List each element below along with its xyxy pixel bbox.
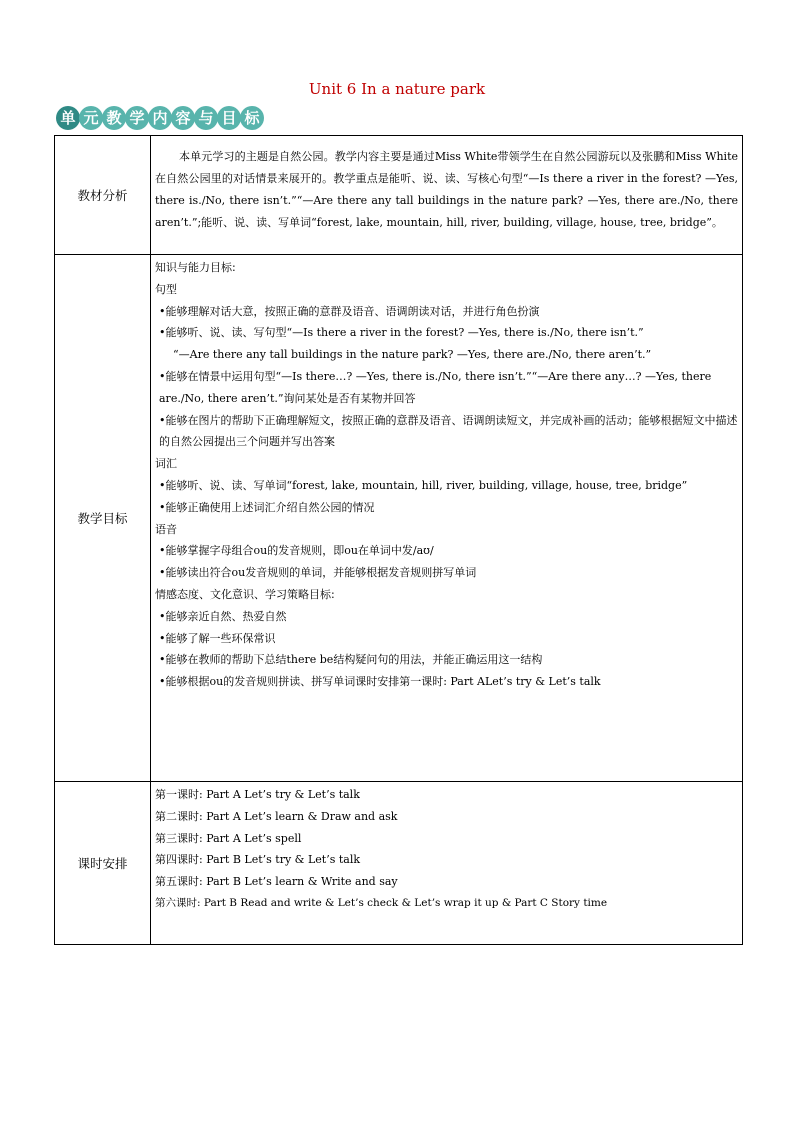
- unit-plan-table: [54, 135, 743, 945]
- banner-char: 与: [194, 106, 218, 130]
- row-label-goals: 教学目标: [55, 255, 151, 782]
- banner-char: 目: [217, 106, 241, 130]
- section-banner: [56, 104, 263, 132]
- section-sentence: 句型: [155, 282, 177, 296]
- attitude-heading: 情感态度、文化意识、学习策略目标:: [155, 587, 335, 601]
- list-item: •能够掌握字母组合ou的发音规则，即ou在单词中发/aʊ/: [159, 544, 434, 558]
- list-item: •能够在图片的帮助下正确理解短文，按照正确的意群及语音、语调朗读短文，并完成补画的活动；能够根据短文中描述的自然公园提出三个问题并写出答案: [159, 413, 738, 449]
- list-item: 第四课时: Part B Let’s try & Let’s talk: [155, 853, 361, 867]
- list-item: 第六课时: Part B Read and write & Let’s check & Let’s wrap it up & Part C Story time: [155, 896, 608, 909]
- goals-heading: 知识与能力目标:: [155, 261, 236, 274]
- list-item: 第一课时: Part A Let’s try & Let’s talk: [155, 788, 360, 801]
- banner-char: 内: [148, 106, 172, 130]
- list-item: •能够了解一些环保常识: [159, 631, 276, 645]
- table-row: [55, 255, 743, 782]
- page-title: Unit 6 In a nature park: [308, 80, 486, 98]
- analysis-cell: [151, 136, 743, 255]
- banner-char: 教: [102, 106, 126, 130]
- banner-char: 标: [240, 106, 264, 130]
- banner-char: 学: [125, 106, 149, 130]
- banner-char: 单: [56, 106, 80, 130]
- goals-cell: [151, 255, 743, 782]
- table-row: [55, 136, 743, 255]
- section-phonics: 语音: [155, 522, 177, 536]
- list-item: •能够听、说、读、写句型“—Is there a river in the forest? —Yes, there is./No, there isn’t.”: [159, 326, 644, 340]
- list-item: •能够正确使用上述词汇介绍自然公园的情况: [159, 500, 375, 514]
- analysis-text: 本单元学习的主题是自然公园。教学内容主要是通过Miss White带领学生在自然公园游玩以及张鹏和Miss White在自然公园里的对话情景来展开的。教学重点是能听、说、读、写核心句型“—Is there a river in the forest? —Yes, there is./No, there isn’t.”“—Are there any tall buildings in the nature park? —Yes, there are./No, there aren’t.”;能听、说、读、写单词“forest, lake, mountain, hill, river, building, village, house, tree, bridge”。: [155, 150, 738, 229]
- banner-char: 元: [79, 106, 103, 130]
- list-item: •能够理解对话大意，按照正确的意群及语音、语调朗读对话，并进行角色扮演: [159, 304, 540, 318]
- list-item: •能够根据ou的发音规则拼读、拼写单词课时安排第一课时: Part ALet’s try & Let’s talk: [159, 675, 601, 689]
- list-item: •能够读出符合ou发音规则的单词，并能够根据发音规则拼写单词: [159, 566, 477, 580]
- list-item: 第三课时: Part A Let’s spell: [155, 831, 302, 845]
- list-item: •能够在情景中运用句型“—Is there…? —Yes, there is./No, there isn’t.”“—Are there any…? —Yes, there are./No, there aren’t.”询问某处是否有某物并回答: [159, 369, 712, 405]
- list-item: “—Are there any tall buildings in the nature park? —Yes, there are./No, there aren’t.”: [173, 348, 652, 362]
- list-item: •能够听、说、读、写单词“forest, lake, mountain, hill, river, building, village, house, tree, bridge”: [159, 478, 688, 492]
- list-item: 第二课时: Part A Let’s learn & Draw and ask: [155, 809, 398, 823]
- section-vocab: 词汇: [155, 457, 177, 471]
- schedule-cell: [151, 782, 743, 945]
- list-item: •能够亲近自然、热爱自然: [159, 609, 287, 623]
- row-label-analysis: 教材分析: [55, 136, 151, 255]
- row-label-schedule: 课时安排: [55, 782, 151, 945]
- list-item: •能够在教师的帮助下总结there be结构疑问句的用法，并能正确运用这一结构: [159, 653, 543, 667]
- table-row: [55, 782, 743, 945]
- list-item: 第五课时: Part B Let’s learn & Write and say: [155, 875, 398, 889]
- banner-char: 容: [171, 106, 195, 130]
